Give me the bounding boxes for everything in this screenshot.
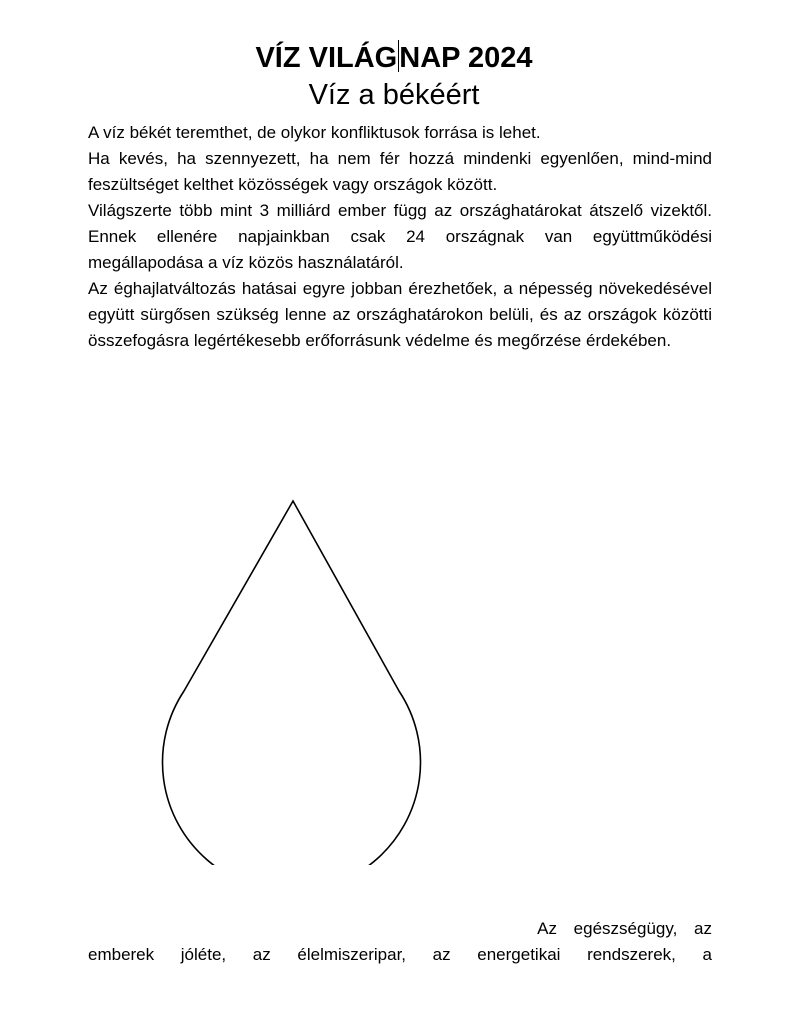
paragraph-1: A víz békét teremthet, de olykor konfliktusok forrása is lehet.	[88, 123, 541, 142]
title-text-part2: NAP 2024	[399, 42, 533, 74]
bottom-text-line-1: Az egészségügy, az	[537, 919, 712, 938]
bottom-text-line-2: emberek jóléte, az élelmiszeripar, az energetikai rendszerek, a	[88, 945, 712, 964]
paragraph-4: Az éghajlatváltozás hatásai egyre jobban érezhetőek, a népesség növekedésével együtt sürgősen szükség lenne az országhatárokon belüli, és az országok közötti összefogásra legértékesebb erőforrásunk védelme és megőrzése érdekében.	[88, 279, 712, 350]
paragraph-3: Világszerte több mint 3 milliárd ember függ az országhatárokat átszelő vizektől. Ennek ellenére napjainkban csak 24 országnak van együttműködési megállapodása a víz közös használatáról.	[88, 201, 712, 272]
document-title	[0, 38, 788, 78]
document-subtitle: Víz a békéért	[308, 79, 480, 111]
title-text-part1: VÍZ VILÁG	[255, 42, 398, 74]
water-drop-outline	[163, 501, 421, 865]
paragraph-2: Ha kevés, ha szennyezett, ha nem fér hozzá mindenki egyenlően, mind-mind feszültséget kelthet közösségek vagy országok között.	[88, 149, 712, 194]
water-drop-shape[interactable]	[160, 495, 430, 865]
body-text	[88, 120, 712, 354]
